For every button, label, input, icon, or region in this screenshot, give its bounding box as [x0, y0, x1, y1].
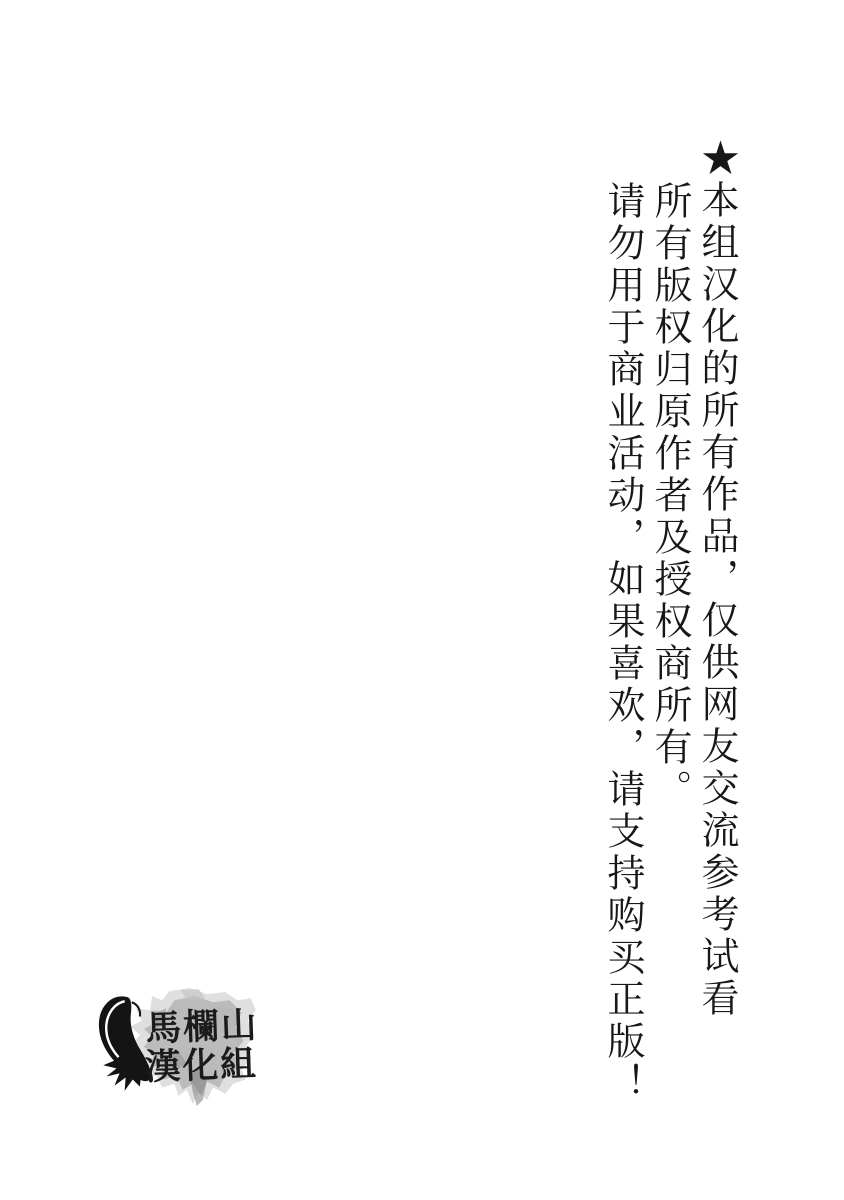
logo-text-line1: 馬欄山 [144, 1004, 260, 1050]
scanlation-group-logo [93, 986, 261, 1108]
star-icon: ★ [695, 138, 739, 180]
disclaimer-column-1 [693, 138, 740, 1153]
disclaimer-column-2: 所有版权归原作者及授权商所有。 [648, 181, 692, 811]
disclaimer-column-3: 请勿用于商业活动，如果喜欢，请支持购买正版！ [601, 181, 645, 1105]
logo-text-line2: 漢化組 [144, 1043, 259, 1089]
disclaimer-column-1-text: 本组汉化的所有作品，仅供网友交流参考试看 [695, 180, 739, 1020]
logo-artwork [93, 986, 261, 1108]
disclaimer-text-block [599, 138, 740, 1153]
